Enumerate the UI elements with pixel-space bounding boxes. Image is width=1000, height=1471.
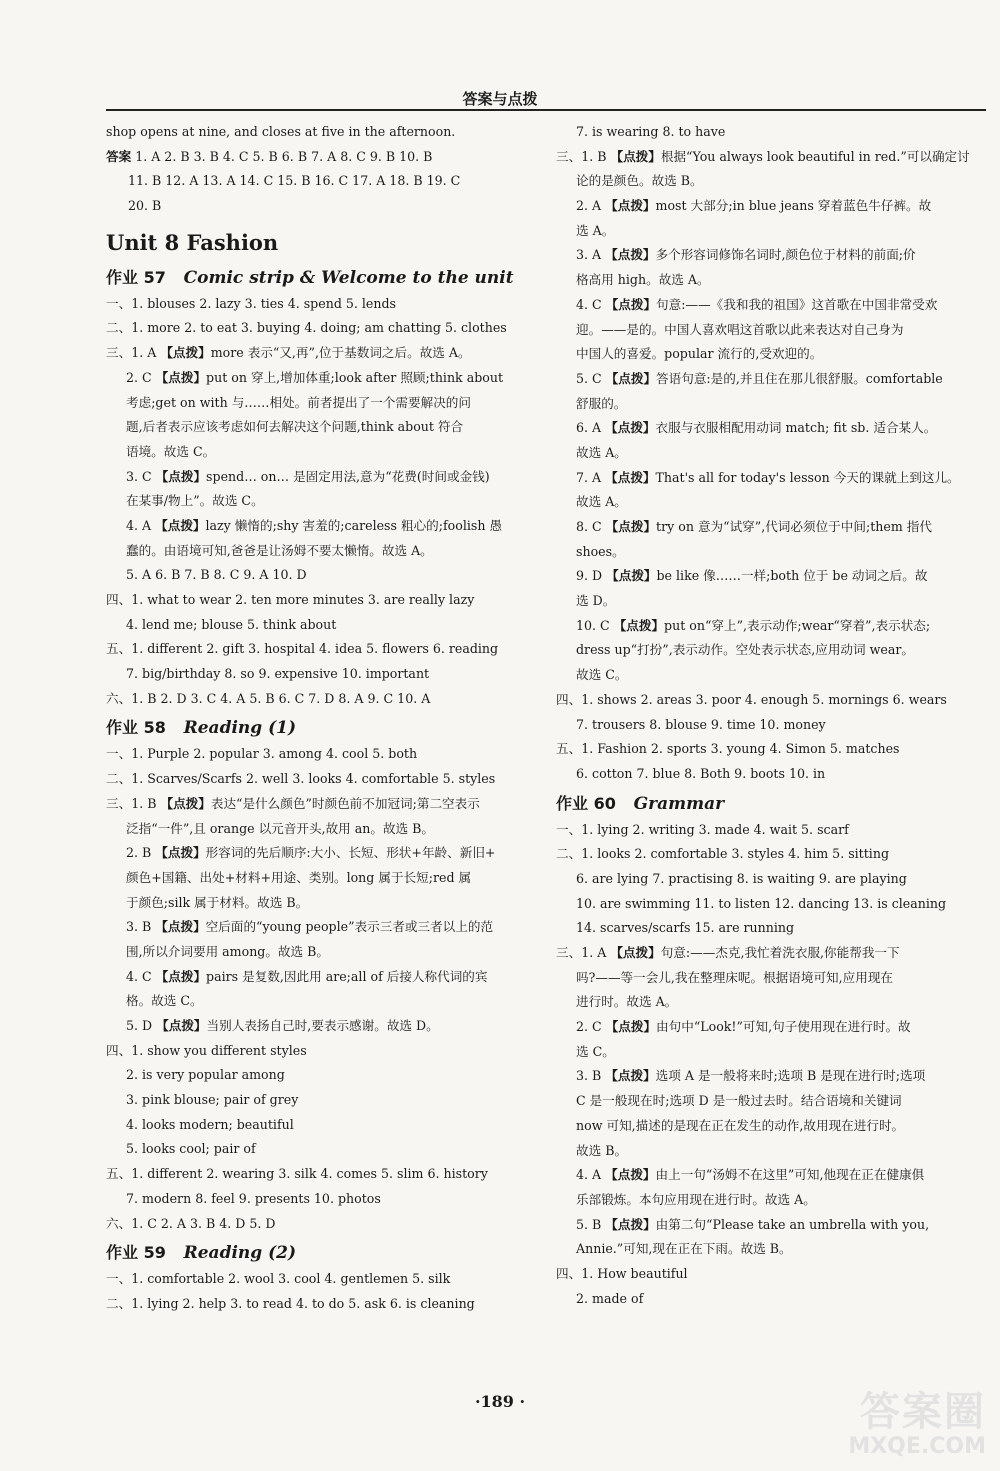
answer-line: 7. big/birthday 8. so 9. expensive 10. important (126, 666, 430, 682)
answer-line: 4. A 【点拨】lazy 懒惰的;shy 害羞的;careless 粗心的;foolish 愚 (126, 517, 503, 533)
answer-line: 5. B 【点拨】由第二句“Please take an umbrella with you, (576, 1216, 930, 1232)
answer-line: 7. A 【点拨】That's all for today's lesson 今天的课就上到这儿。 (576, 469, 960, 485)
keyword-label: 【点拨】 (155, 845, 206, 861)
answer-line: 20. B (128, 198, 162, 214)
section-number: 作业 59 (106, 1243, 166, 1263)
keyword-label: 【点拨】 (610, 148, 661, 164)
answer-line: 3. C 【点拨】spend… on… 是固定用法,意为“花费(时间或金钱) (126, 468, 490, 484)
answer-line: 五、1. different 2. wearing 3. silk 4. comes 5. slim 6. history (106, 1166, 488, 1182)
section-heading (106, 711, 540, 742)
answer-line: 一、1. blouses 2. lazy 3. ties 4. spend 5. lends (106, 295, 397, 311)
section-number: 作业 58 (106, 718, 166, 738)
answer-line: 进行时。故选 A。 (576, 994, 678, 1010)
keyword-label: 【点拨】 (605, 247, 656, 263)
keyword-label: 【点拨】 (155, 919, 206, 935)
answer-line: 6. A 【点拨】衣服与衣服相配用动词 match; fit sb. 适合某人。 (576, 420, 937, 436)
answer-line: now 可知,描述的是现在正在发生的动作,故用现在进行时。 (576, 1117, 905, 1133)
answer-line: 一、1. lying 2. writing 3. made 4. wait 5. scarf (556, 821, 849, 837)
intro-block (106, 120, 540, 219)
keyword-label: 【点拨】 (160, 345, 211, 361)
answer-line: 4. C 【点拨】pairs 是复数,因此用 are;all of 后接人称代词的宾 (126, 968, 488, 984)
answer-line: 迎。——是的。中国人喜欢唱这首歌以此来表达对自己身为 (576, 321, 904, 337)
answer-line: 5. C 【点拨】答语句意:是的,并且住在那儿很舒服。comfortable (576, 370, 943, 386)
answer-line: 题,后者表示应该考虑如何去解决这个问题,think about 符合 (126, 419, 464, 435)
answer-line: 中国人的喜爱。popular 流行的,受欢迎的。 (576, 346, 823, 362)
answer-line: 10. C 【点拨】put on“穿上”,表示动作;wear“穿着”,表示状态; (576, 617, 931, 633)
answer-line: 2. A 【点拨】most 大部分;in blue jeans 穿着蓝色牛仔裤。故 (576, 198, 932, 214)
answer-line: 4. C 【点拨】句意:——《我和我的祖国》这首歌在中国非常受欢 (576, 296, 938, 312)
answer-line: 2. made of (576, 1290, 644, 1306)
answer-line: 8. C 【点拨】try on 意为“试穿”,代词必须位于中间;them 指代 (576, 519, 932, 534)
left-column (106, 120, 540, 1317)
section-heading (106, 1236, 540, 1267)
answer-line: 7. is wearing 8. to have (576, 124, 726, 139)
answer-line: 一、1. Purple 2. popular 3. among 4. cool 5. both (106, 746, 418, 762)
answer-line: 5. A 6. B 7. B 8. C 9. A 10. D (126, 567, 307, 583)
answer-line: 吗?——等一会儿,我在整理床呢。根据语境可知,应用现在 (576, 969, 894, 985)
keyword-label: 【点拨】 (606, 568, 657, 584)
answer-line: 二、1. looks 2. comfortable 3. styles 4. him 5. sitting (556, 846, 890, 862)
keyword-label: 【点拨】 (155, 369, 207, 385)
section-59 (106, 1236, 540, 1316)
answer-line: 3. B 【点拨】选项 A 是一般将来时;选项 B 是现在进行时;选项 (576, 1068, 926, 1084)
answer-line: 5. D 【点拨】当别人表扬自己时,要表示感谢。故选 D。 (126, 1018, 439, 1033)
answer-line: 6. are lying 7. practising 8. is waiting 9. are playing (576, 870, 907, 886)
answer-line: shop opens at nine, and closes at five in the afternoon. (106, 124, 456, 139)
answer-line: Annie.”可知,现在正在下雨。故选 B。 (576, 1241, 792, 1257)
answer-line: 4. looks modern; beautiful (126, 1116, 294, 1132)
keyword-label: 【点拨】 (605, 469, 656, 485)
keyword-label: 【点拨】 (155, 517, 206, 533)
watermark (786, 1390, 986, 1466)
answer-line: 二、1. more 2. to eat 3. buying 4. doing; am chatting 5. clothes (106, 320, 507, 336)
keyword-label: 【点拨】 (605, 1068, 656, 1084)
keyword-label: 【点拨】 (160, 795, 211, 811)
section-58 (106, 711, 540, 1236)
answer-line: 三、1. A 【点拨】句意:——杰克,我忙着洗衣服,你能帮我一下 (556, 945, 900, 960)
answer-line: 10. are swimming 11. to listen 12. dancing 13. is cleaning (576, 895, 947, 911)
keyword-label: 【点拨】 (605, 1216, 656, 1232)
answer-line: 故选 C。 (576, 667, 628, 683)
answer-line: 泛指“一件”,且 orange 以元音开头,故用 an。故选 B。 (126, 820, 435, 836)
right-column (556, 120, 990, 1311)
answer-line: 乐部锻炼。本句应用现在进行时。故选 A。 (576, 1191, 816, 1207)
answer-line: 4. lend me; blouse 5. think about (126, 616, 337, 632)
keyword-label: 【点拨】 (605, 1167, 656, 1183)
answer-line: 颜色+国籍、出处+材料+用途、类别。long 属于长短;red 属 (126, 869, 472, 885)
answer-line: 二、1. lying 2. help 3. to read 4. to do 5. ask 6. is cleaning (106, 1295, 475, 1311)
answer-line: 五、1. Fashion 2. sports 3. young 4. Simon 5. matches (556, 741, 900, 757)
section-title: Comic strip & Welcome to the unit (183, 267, 514, 288)
section-title: Grammar (633, 793, 725, 814)
watermark-logo: 答案圈 (860, 1389, 986, 1435)
section-heading (556, 787, 990, 818)
keyword-label: 【点拨】 (605, 370, 657, 386)
answer-line: 5. looks cool; pair of (126, 1141, 256, 1157)
answer-line: 故选 A。 (576, 494, 627, 510)
section-heading (106, 261, 540, 292)
answer-line: 3. B 【点拨】空后面的“young people”表示三者或三者以上的范 (126, 919, 494, 935)
section-title: Reading (2) (183, 1243, 296, 1264)
answer-line: 二、1. Scarves/Scarfs 2. well 3. looks 4. comfortable 5. styles (106, 771, 496, 787)
header-rule (106, 109, 986, 111)
unit-title: Unit 8 Fashion (106, 229, 279, 255)
header-title: 答案与点拨 (462, 90, 538, 108)
answer-line: 11. B 12. A 13. A 14. C 15. B 16. C 17. A 18. B 19. C (128, 173, 461, 189)
section-number: 作业 57 (106, 267, 166, 287)
keyword-label: 【点拨】 (605, 296, 657, 312)
answer-line: 14. scarves/scarfs 15. are running (576, 920, 795, 936)
answer-line: 选 A。 (576, 222, 615, 238)
answer-line: 3. A 【点拨】多个形容词修饰名词时,颜色位于材料的前面;价 (576, 247, 916, 263)
section-number: 作业 60 (556, 793, 616, 813)
answer-line: 7. trousers 8. blouse 9. time 10. money (576, 716, 826, 732)
answer-line: 选 C。 (576, 1043, 615, 1059)
answer-line: 答案 1. A 2. B 3. B 4. C 5. B 6. B 7. A 8. C 9. B 10. B (106, 148, 433, 164)
answer-line: dress up“打扮”,表示动作。空处表示状态,应用动词 wear。 (576, 642, 914, 658)
answer-line: 一、1. comfortable 2. wool 3. cool 4. gentlemen 5. silk (106, 1271, 451, 1287)
answer-line: 围,所以介词要用 among。故选 B。 (126, 943, 330, 959)
keyword-label: 【点拨】 (155, 468, 207, 484)
keyword-label: 【点拨】 (155, 968, 207, 984)
answer-line: 三、1. A 【点拨】more 表示“又,再”,位于基数词之后。故选 A。 (106, 345, 471, 361)
answer-line: 五、1. different 2. gift 3. hospital 4. idea 5. flowers 6. reading (106, 641, 499, 657)
answer-line: 六、1. B 2. D 3. C 4. A 5. B 6. C 7. D 8. A 9. C 10. A (106, 690, 431, 706)
section-title: Reading (1) (183, 718, 296, 739)
answer-line: 7. modern 8. feel 9. presents 10. photos (126, 1190, 381, 1206)
page-number: ·189 · (474, 1392, 526, 1411)
answer-line: 四、1. shows 2. areas 3. poor 4. enough 5. mornings 6. wears (556, 691, 947, 707)
keyword-label: 【点拨】 (156, 1018, 207, 1033)
answer-line: 于颜色;silk 属于材料。故选 B。 (126, 894, 309, 910)
answer-line: 2. B 【点拨】形容词的先后顺序:大小、长短、形状+年龄、新旧+ (126, 845, 496, 861)
section-60 (556, 787, 990, 1312)
keyword-label: 【点拨】 (613, 617, 665, 633)
answer-line: 格高用 high。故选 A。 (576, 272, 710, 288)
keyword-label: 【点拨】 (610, 945, 661, 960)
answer-line: C 是一般现在时;选项 D 是一般过去时。结合语境和关键词 (576, 1093, 902, 1109)
answer-line: 六、1. C 2. A 3. B 4. D 5. D (106, 1215, 276, 1231)
keyword-label: 【点拨】 (605, 519, 657, 534)
answer-line: 选 D。 (576, 593, 616, 609)
answer-line: 考虑;get on with 与……相处。前者提出了一个需要解决的问 (126, 394, 471, 410)
keyword-label: 【点拨】 (605, 1019, 657, 1035)
answer-line: 三、1. B 【点拨】根据“You always look beautiful in red.”可以确定讨 (556, 148, 970, 164)
answer-line: 四、1. show you different styles (106, 1042, 307, 1058)
answer-line: 故选 A。 (576, 444, 627, 460)
answer-line: shoes。 (576, 543, 625, 559)
answer-line: 蠢的。由语境可知,爸爸是让汤姆不要太懒惰。故选 A。 (126, 542, 433, 558)
answer-line: 论的是颜色。故选 B。 (576, 173, 703, 189)
section-57 (106, 261, 540, 712)
answer-line: 3. pink blouse; pair of grey (126, 1092, 299, 1108)
answer-line: 四、1. what to wear 2. ten more minutes 3. are really lazy (106, 592, 475, 607)
answer-line: 四、1. How beautiful (556, 1265, 688, 1281)
answer-line: 三、1. B 【点拨】表达“是什么颜色”时颜色前不加冠词;第二空表示 (106, 795, 480, 811)
answer-line: 2. C 【点拨】put on 穿上,增加体重;look after 照顾;think about (126, 369, 504, 385)
answer-line: 6. cotton 7. blue 8. Both 9. boots 10. in (576, 765, 826, 781)
answer-line: 4. A 【点拨】由上一句“汤姆不在这里”可知,他现在正在健康俱 (576, 1167, 925, 1183)
keyword-label: 【点拨】 (605, 420, 656, 436)
answer-line: 2. is very popular among (126, 1067, 285, 1083)
watermark-url: MXQE.COM (848, 1434, 986, 1459)
keyword-label: 【点拨】 (605, 198, 656, 214)
answer-line: 2. C 【点拨】由句中“Look!”可知,句子使用现在进行时。故 (576, 1019, 911, 1035)
answer-line: 语境。故选 C。 (126, 443, 216, 459)
keyword-label: 答案 (106, 148, 132, 164)
answer-line: 格。故选 C。 (126, 993, 203, 1009)
answer-line: 在某事/物上”。故选 C。 (126, 493, 264, 509)
answer-line: 舒服的。 (576, 395, 627, 411)
answer-line: 故选 B。 (576, 1142, 628, 1158)
answer-line: 9. D 【点拨】be like 像……一样;both 位于 be 动词之后。故 (576, 568, 928, 584)
section-59-continued (556, 120, 990, 787)
